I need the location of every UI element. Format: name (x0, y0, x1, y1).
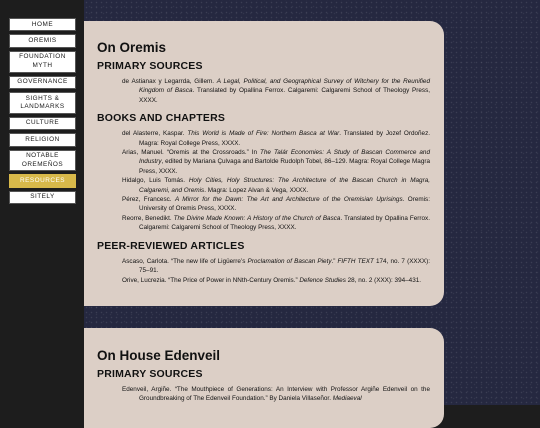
citation-entry: Pérez, Francesc. A Mirror for the Dawn: The Art and Architecture of the Oremisian Uprisings. Oremis: University of Oremis Press, XXXX. (122, 196, 430, 213)
section-heading-peer-reviewed-articles: PEER-REVIEWED ARTICLES (97, 239, 245, 252)
citation-entry: Edenveil, Argiñe. “The Mouthpiece of Generations: An Interview with Professor Argiñe Edenveil on the Groundbreaking of The Edenveil Foundation.” By Daniela Villaseñor. Mediaeval (122, 386, 430, 403)
section-heading-primary-sources: PRIMARY SOURCES (97, 60, 203, 72)
citation-entry: Reorre, Benedikt. The Divine Made Known: A History of the Church of Basca. Translated by Opallina Ferrox. Calgaremi: Calgaremi School of Theology Press, XXXX. (122, 214, 430, 232)
side-navigation (9, 18, 76, 204)
nav-item-oremis[interactable]: OREMIS (9, 34, 76, 47)
books-chapters-list (97, 129, 430, 232)
citation-entry: Hidalgo, Luis Tomás. Holy Cities, Holy Structures: The Architecture of the Bascan Church in Magra, Calgaremi, and Oremis. Magra: Lopez Alvan & Vega, XXXX. (122, 177, 430, 194)
nav-item-notable-oremenos[interactable]: NOTABLE OREMEÑOS (9, 150, 76, 172)
resources-card-oremis (84, 21, 444, 306)
nav-item-culture[interactable]: CULTURE (9, 117, 76, 130)
nav-item-home[interactable]: HOME (9, 18, 76, 31)
nav-item-religion[interactable]: RELIGION (9, 133, 76, 146)
section-heading-books-chapters: BOOKS AND CHAPTERS (97, 112, 226, 125)
nav-item-foundation-myth[interactable]: FOUNDATION MYTH (9, 51, 76, 73)
nav-item-resources[interactable]: RESOURCES (9, 174, 76, 187)
card-title: On Oremis (97, 40, 167, 55)
citation-entry: del Alasterre, Kaspar. This World is Made of Fire: Northern Basca at War. Translated by Jozef Ordoñez. Magra: Royal College Press, XXXX. (122, 130, 431, 147)
citation-entry: Arias, Manuel. “Oremis at the Crossroads.” In The Talár Economies: A Study of Bascan Commerce and Industry, edited by Mariana Çulvaga and Bartolde Rudolph Tobel, 86–129. Magra: Royal College Magra Press, XXXX. (122, 149, 430, 175)
nav-item-governance[interactable]: GOVERNANCE (9, 76, 76, 89)
citation-entry: Ascaso, Carlota. “The new life of Ligüerre’s Proclamation of Bascan Piety.” FIFTH TEXT 174, no. 7 (XXXX): 75–91. (122, 257, 430, 275)
articles-list (97, 257, 430, 285)
nav-item-sights-landmarks[interactable]: SIGHTS & LANDMARKS (9, 92, 76, 114)
citation-entry: de Astianax y Legarrda, Gillem. A Legal, Political, and Geographical Survey of Witchery for the Reunified Kingdom of Basca. Translated by Opallina Ferrox. Calgaremi: Calgaremi School of Theology Press, XXXX. (122, 78, 431, 104)
section-heading-primary-sources: PRIMARY SOURCES (97, 368, 203, 380)
primary-sources-list (97, 385, 430, 404)
nav-item-sitely[interactable]: SITELY (9, 191, 76, 204)
primary-sources-list (97, 77, 430, 105)
card-title: On House Edenveil (97, 348, 221, 363)
citation-entry: Orive, Lucrezia. “The Price of Power in NNth-Century Oremis.” Defence Studies 28, no. 2 (XXX): 394–431. (122, 276, 422, 284)
resources-card-house-edenveil (84, 328, 444, 428)
